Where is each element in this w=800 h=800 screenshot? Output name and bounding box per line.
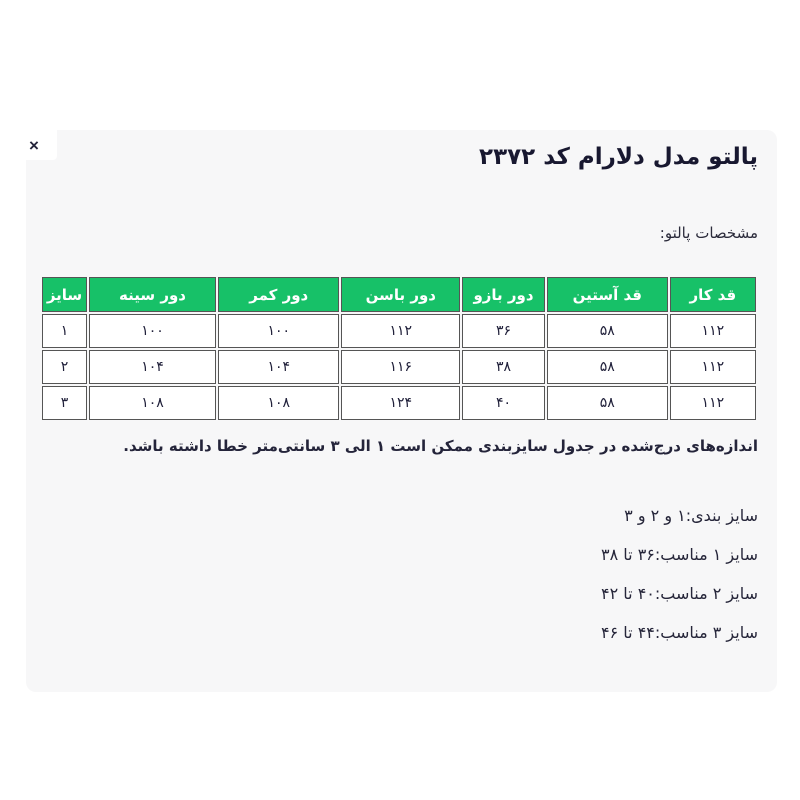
cell-work-length: ۱۱۲ [670, 386, 756, 420]
size-guide [40, 504, 758, 645]
table-row [42, 350, 756, 384]
size-guide-line-size3: سایز ۳ مناسب:۴۴ تا ۴۶ [601, 623, 758, 642]
cell-waist: ۱۰۰ [218, 314, 339, 348]
panel-content [26, 130, 777, 692]
cell-bust: ۱۰۴ [89, 350, 216, 384]
cell-sleeve-length: ۵۸ [547, 350, 668, 384]
cell-work-length: ۱۱۲ [670, 314, 756, 348]
cell-size: ۱ [42, 314, 87, 348]
cell-waist: ۱۰۸ [218, 386, 339, 420]
specs-label: مشخصات پالتو: [659, 224, 758, 242]
cell-arm: ۳۸ [462, 350, 545, 384]
table-row [42, 314, 756, 348]
cell-sleeve-length: ۵۸ [547, 386, 668, 420]
close-icon[interactable]: × [26, 130, 57, 160]
cell-arm: ۴۰ [462, 386, 545, 420]
table-row [42, 386, 756, 420]
size-guide-line-sizes: سایز بندی:۱ و ۲ و ۳ [624, 506, 758, 525]
header-arm-circumference: دور بازو [462, 277, 545, 312]
header-size: سایز [42, 277, 87, 312]
header-hip-circumference: دور باسن [341, 277, 460, 312]
cell-work-length: ۱۱۲ [670, 350, 756, 384]
cell-bust: ۱۰۰ [89, 314, 216, 348]
size-chart-panel [26, 130, 777, 692]
cell-hip: ۱۱۲ [341, 314, 460, 348]
cell-sleeve-length: ۵۸ [547, 314, 668, 348]
cell-arm: ۳۶ [462, 314, 545, 348]
header-waist-circumference: دور کمر [218, 277, 339, 312]
cell-waist: ۱۰۴ [218, 350, 339, 384]
header-bust-circumference: دور سینه [89, 277, 216, 312]
cell-hip: ۱۲۴ [341, 386, 460, 420]
size-error-note: اندازه‌های درج‌شده در جدول سایزبندی ممکن است ۱ الی ۳ سانتی‌متر خطا داشته باشد. [123, 437, 758, 455]
cell-size: ۲ [42, 350, 87, 384]
cell-hip: ۱۱۶ [341, 350, 460, 384]
cell-bust: ۱۰۸ [89, 386, 216, 420]
size-guide-line-size1: سایز ۱ مناسب:۳۶ تا ۳۸ [601, 545, 758, 564]
table-header-row [42, 277, 756, 312]
product-title: پالتو مدل دلارام کد ۲۳۷۲ [479, 144, 758, 170]
size-table [40, 275, 758, 422]
header-work-length: قد کار [670, 277, 756, 312]
size-guide-line-size2: سایز ۲ مناسب:۴۰ تا ۴۲ [601, 584, 758, 603]
header-sleeve-length: قد آستین [547, 277, 668, 312]
cell-size: ۳ [42, 386, 87, 420]
